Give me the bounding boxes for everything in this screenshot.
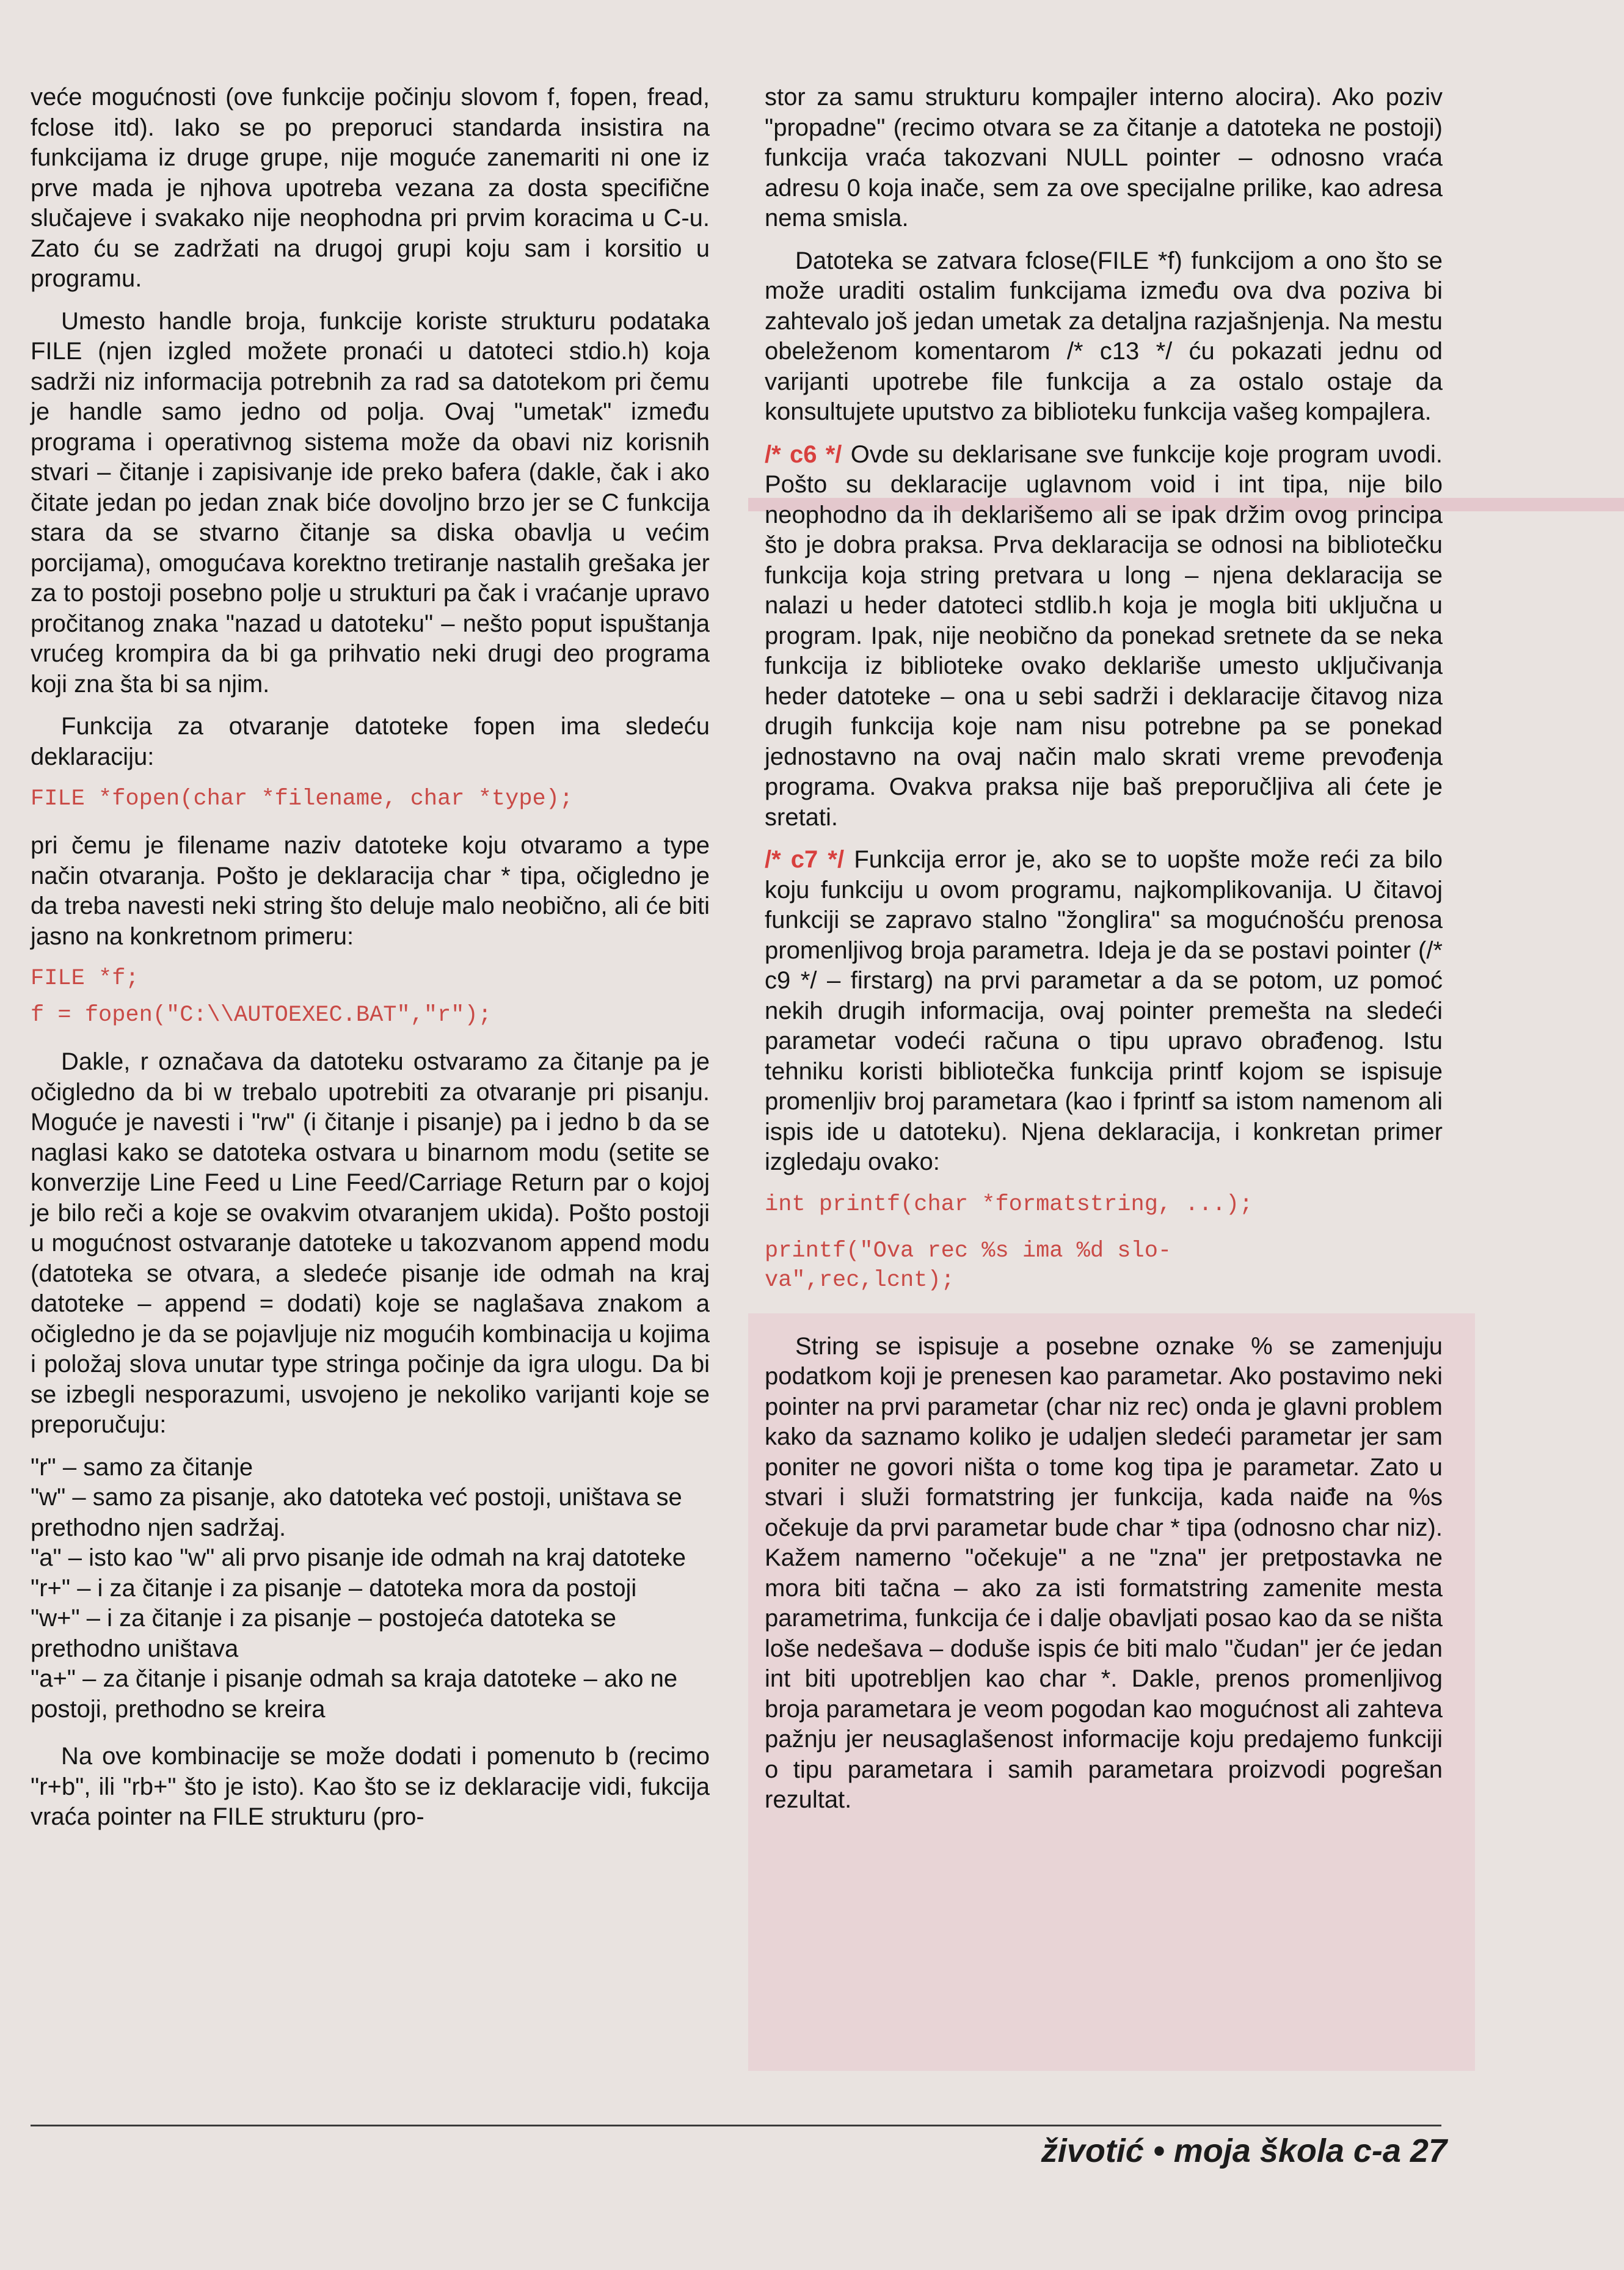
left-paragraph-4: pri čemu je filename naziv datoteke koju otvaramo a type način otvaranja. Pošto je deklaracija char * tipa, očigledno je da treba navesti neki string što deluje malo neobično, ali će biti jasno na konkretnom primeru: (31, 832, 710, 950)
right-column (765, 82, 1443, 1828)
mode-list (31, 1453, 710, 1725)
left-paragraph-3: Funkcija za otvaranje datoteke fopen ima sledeću deklaraciju: (31, 713, 710, 770)
left-paragraph-5: Dakle, r označava da datoteku ostvaramo za čitanje pa je očigledno da bi w trebalo upotrebiti za otvaranje pri pisanju. Moguće je navesti i "rw" (i čitanje i pisanje) pa i jedno b da se naglasi kako se datoteka ostvara u binarnom modu (setite se konverzije Line Feed u Line Feed/Carriage Return par o kojoj je bilo reči a koje se ovakvim otvaranjem ukida). Pošto postoji u mogućnost ostvaranje datoteke u takozvanom append modu (datoteka se otvara, a sledeće pisanje ide odmah na kraj datoteke – append = dodati) koje se naglašava znakom a očigledno je da se pojavljuje niz mogućih kombinacija u kojima i položaj slova unutar type stringa počinje da igra ulogu. Da bi se izbegli nesporazumi, usvojeno je nekoliko varijanti koje se preporučuju: (31, 1048, 710, 1438)
footer-rule (31, 2125, 1441, 2126)
list-item: "w" – samo za pisanje, ako datoteka već postoji, uništava se prethodno njen sadržaj. (31, 1484, 682, 1541)
list-item: "a" – isto kao "w" ali prvo pisanje ide odmah na kraj datoteke (31, 1544, 686, 1571)
comment-tag-c6: /* c6 */ (765, 440, 842, 468)
right-paragraph-5: String se ispisuje a posebne oznake % se zamenjuju podatkom koji je prenesen kao parametar. Ako postavimo neki pointer na prvi parametar (char niz rec) onda je glavni problem kako da saznamo koliko je udaljen sledeći parametar jer sam poniter ne govori ništa o tome kog tipa je parametar. Zato u stvari i služi formatstring jer funkcija, kada naiđe na %s očekuje da prvi parametar bude char * tipa (odnosno char niz). Kažem namerno "očekuje" a ne "zna" jer pretpostavka ne mora biti tačna – ako za isti formatstring zamenite mesta parametrima, funkcija će i dalje obavljati posao kao da se ništa loše nedešava – doduše ispis će biti malo "čudan" jer će jedan int biti upotrebljen kao char *. Dakle, prenos promenljivog broja parametara je veom pogodan kao mogućnost ali zahteva pažnju jer neusaglašenost informacije koju predajemo funkciji o tipu parametara i samih parametara proizvodi pogrešan rezultat. (765, 1332, 1443, 1813)
list-item: "r+" – i za čitanje i za pisanje – datoteka mora da postoji (31, 1574, 637, 1602)
code-file-pointer: FILE *f; (31, 966, 139, 991)
left-paragraph-2: Umesto handle broja, funkcije koriste strukturu podataka FILE (njen izgled možete pronaći u datoteci stdio.h) koja sadrži niz informacija potrebnih za rad sa datotekom pri čemu je handle samo jedno od polja. Ovaj "umetak" između programa i operativnog sistema može da obavi niz korisnih stvari – čitanje i zapisivanje ide preko bafera (dakle, čak i ako čitate jedan po jedan znak biće dovoljno brzo jer se C funkcija stara da se stvarno čitanje sa diska obavlja u većim porcijama), omogućava korektno tretiranje nastalih grešaka jer za to postoji posebno polje u strukturi pa čak i vraćanje upravo pročitanog znaka "nazad u datoteku" – nešto poput ispuštanja vrućeg krompira da bi ga prihvatio neki drugi deo programa koji zna šta bi sa njim. (31, 307, 710, 698)
left-column (31, 82, 710, 1845)
right-paragraph-1: stor za samu strukturu kompajler interno alocira). Ako poziv "propadne" (recimo otvara se za čitanje a datoteka ne postoji) funkcija vraća takozvani NULL pointer – odnosno vraća adresu 0 koja inače, sem za ove specijalne prilike, kao adresa nema smisla. (765, 84, 1443, 232)
right-paragraph-3 (765, 440, 1443, 833)
right-paragraph-2: Datoteka se zatvara fclose(FILE *f) funkcijom a ono što se može uraditi ostalim funkcijama između ova dva poziva bi zahtevalo još jedan umetak za detaljna razjašnjenja. Na mestu obeleženom komentarom /* c13 */ ću pokazati jednu od varijanti upotrebe file funkcija a za ostalo ostaje da konsultujete uputstvo za biblioteku funkcija vašeg kompajlera. (765, 247, 1443, 425)
code-fopen-call: f = fopen("C:\\AUTOEXEC.BAT","r"); (31, 1002, 492, 1028)
list-item: "a+" – za čitanje i pisanje odmah sa kraja datoteke – ako ne postoji, prethodno se kreira (31, 1665, 678, 1723)
code-printf-declaration: int printf(char *formatstring, ...); (765, 1191, 1253, 1217)
right-paragraph-4-text: Funkcija error je, ako se to uopšte može reći za bilo koju funkciju u ovom programu, najkomplikovanija. U čitavoj funkciji se zapravo stalno "žonglira" sa mogućnošću prenosa promenljivog broja parametra. Ideja je da se postavi pointer (/* c9 */ – firstarg) na prvi parametar a da se potom, uz pomoć nekih drugih informacija, ovaj pointer premešta na sledeći parametar vodeći računa o tipu upravo obrađenog. Istu tehniku koristi bibliotečka funkcija printf kojom se ispisuje promenljiv broj parametara (kao i fprintf sa istom namenom ali ispis ide u datoteku). Njena deklaracija, i konkretan primer izgledaju ovako: (765, 846, 1443, 1175)
list-item: "w+" – i za čitanje i za pisanje – postojeća datoteka se prethodno uništava (31, 1605, 616, 1662)
left-paragraph-6: Na ove kombinacije se može dodati i pomenuto b (recimo "r+b", ili "rb+" što je isto). Kao što se iz deklaracije vidi, fukcija vraća pointer na FILE strukturu (pro- (31, 1743, 710, 1830)
right-paragraph-3-text: Ovde su deklarisane sve funkcije koje program uvodi. Pošto su deklaracije uglavnom void i int tipa, nije bilo neophodno da ih deklarišemo ali se ipak držim ovog principa što je dobra praksa. Prva deklaracija se odnosi na bibliotečku funkcija koja string pretvara u long – njena deklaracija se nalazi u heder datoteci stdlib.h koja je mogla biti uključna u program. Ipak, nije neobično da ponekad sretnete da se neka funkcija iz biblioteke ovako deklariše umesto uključivanja heder datoteke – ona u sebi sadrži i deklaracije čitavog niza drugih funkcija koje nam nisu potrebne pa se ponekad jednostavno na ovaj način malo skrati vreme prevođenja programa. Ovakva praksa nije baš preporučljiva ali ćete je sretati. (765, 440, 1443, 831)
code-printf-call: printf("Ova rec %s ima %d slo- va",rec,lcnt); (765, 1238, 1172, 1293)
page-footer: životić • moja škola c-a 27 (1041, 2133, 1447, 2169)
right-paragraph-4 (765, 845, 1443, 1178)
list-item: "r" – samo za čitanje (31, 1453, 253, 1481)
comment-tag-c7: /* c7 */ (765, 846, 845, 873)
left-paragraph-1: veće mogućnosti (ove funkcije počinju slovom f, fopen, fread, fclose itd). Iako se po preporuci standarda insistira na funkcijama iz druge grupe, nije moguće zanemariti ni one iz prve mada je njhova upotreba vezana za dosta specifične slučajeve i svakako nije neophodna pri prvim koracima u C-u. Zato ću se zadržati na drugoj grupi koju sam i korsitio u programu. (31, 84, 710, 292)
code-fopen-declaration: FILE *fopen(char *filename, char *type); (31, 786, 573, 812)
